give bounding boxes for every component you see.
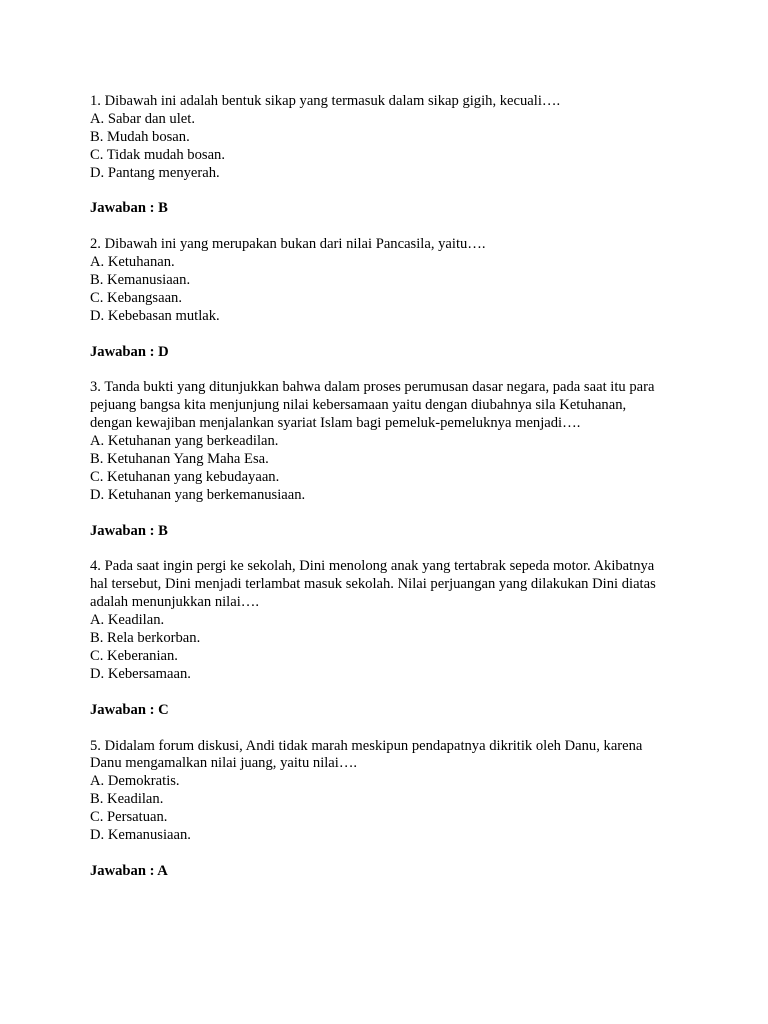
question-block (90, 558, 690, 737)
question-text: 5. Didalam forum diskusi, Andi tidak marah meskipun pendapatnya dikritik oleh Danu, karena (90, 737, 643, 754)
option-a: A. Keadilan. (90, 612, 165, 629)
option-a: A. Ketuhanan yang berkeadilan. (90, 433, 279, 450)
option-a: A. Demokratis. (90, 773, 180, 790)
question-block (90, 236, 690, 379)
answer-text: Jawaban : B (90, 522, 168, 539)
option-b: B. Rela berkorban. (90, 630, 201, 647)
answer-text: Jawaban : D (90, 343, 169, 360)
question-text: hal tersebut, Dini menjadi terlambat masuk sekolah. Nilai perjuangan yang dilakukan Dini diatas (90, 576, 656, 593)
question-text: adalah menunjukkan nilai…. (90, 594, 259, 611)
option-b: B. Kemanusiaan. (90, 272, 191, 289)
option-c: C. Tidak mudah bosan. (90, 146, 226, 163)
option-d: D. Ketuhanan yang berkemanusiaan. (90, 486, 306, 503)
option-b: B. Mudah bosan. (90, 128, 190, 145)
option-c: C. Kebangsaan. (90, 289, 182, 306)
question-text: 3. Tanda bukti yang ditunjukkan bahwa dalam proses perumusan dasar negara, pada saat itu para (90, 379, 655, 396)
option-a: A. Ketuhanan. (90, 254, 175, 271)
question-text: 1. Dibawah ini adalah bentuk sikap yang termasuk dalam sikap gigih, kecuali…. (90, 93, 561, 109)
question-block (90, 738, 690, 881)
option-c: C. Ketuhanan yang kebudayaan. (90, 468, 280, 485)
document-page (90, 93, 690, 881)
option-a: A. Sabar dan ulet. (90, 110, 195, 127)
option-d: D. Pantang menyerah. (90, 164, 220, 181)
question-block (90, 379, 690, 558)
option-d: D. Kemanusiaan. (90, 827, 191, 844)
question-text: Danu mengamalkan nilai juang, yaitu nilai…. (90, 755, 358, 772)
option-c: C. Keberanian. (90, 648, 178, 664)
question-text: dengan kewajiban menjalankan syariat Islam bagi pemeluk-pemeluknya menjadi…. (90, 415, 581, 432)
option-b: B. Keadilan. (90, 791, 164, 808)
question-text: pejuang bangsa kita menjunjung nilai kebersamaan yaitu dengan diubahnya sila Ketuhanan, (90, 397, 627, 414)
answer-text: Jawaban : B (90, 200, 168, 217)
option-d: D. Kebebasan mutlak. (90, 307, 220, 324)
option-c: C. Persatuan. (90, 809, 168, 826)
answer-text: Jawaban : A (90, 862, 168, 879)
question-block (90, 93, 690, 236)
question-text: 4. Pada saat ingin pergi ke sekolah, Dini menolong anak yang tertabrak sepeda motor. Akibatnya (90, 558, 655, 575)
option-d: D. Kebersamaan. (90, 665, 191, 682)
question-text: 2. Dibawah ini yang merupakan bukan dari nilai Pancasila, yaitu…. (90, 236, 486, 253)
answer-text: Jawaban : C (90, 701, 169, 718)
option-b: B. Ketuhanan Yang Maha Esa. (90, 451, 269, 468)
